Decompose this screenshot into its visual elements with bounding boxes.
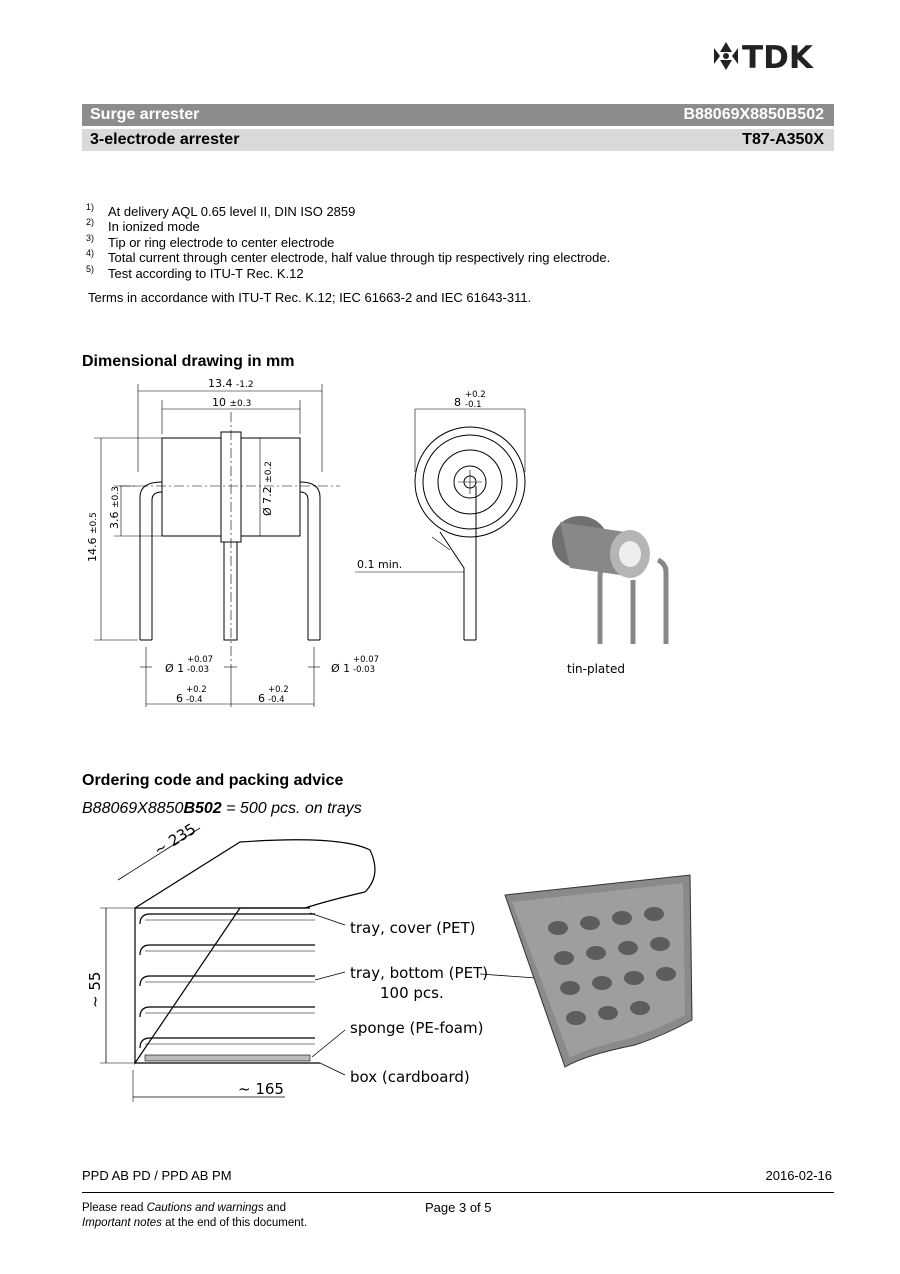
- label-box: box (cardboard): [350, 1068, 470, 1086]
- tdk-logo: [712, 40, 836, 72]
- right-lead: [300, 482, 320, 640]
- box-outline: [135, 840, 375, 1063]
- tol-wire-right-minus: -0.03: [353, 665, 375, 675]
- tdk-wordmark: TDK: [742, 40, 813, 72]
- footer-date: 2016-02-16: [765, 1168, 832, 1183]
- arrester-3d-render: [552, 516, 666, 644]
- tol-side-plus: +0.2: [465, 390, 486, 400]
- left-lead: [140, 482, 162, 640]
- tdk-emblem-icon: [714, 42, 738, 70]
- dimensional-drawing: [80, 372, 680, 712]
- label-tray-bottom: tray, bottom (PET): [350, 964, 489, 982]
- tol-pitch-left-plus: +0.2: [186, 685, 207, 695]
- dim-height: 14.6 ±0.5: [86, 512, 99, 562]
- dimensional-drawing-title: Dimensional drawing in mm: [82, 353, 295, 370]
- dim-box-height: ~ 55: [86, 971, 104, 1008]
- dim-gap-min: 0.1 min.: [357, 558, 403, 571]
- dim-wire-right: Ø 1: [331, 662, 351, 675]
- header-band-product: [82, 104, 834, 126]
- dim-box-width: ~ 165: [238, 1080, 284, 1098]
- dim-wire-left: Ø 1: [165, 662, 185, 675]
- tol-side-minus: -0.1: [465, 400, 482, 410]
- dim-pitch-right: 6: [258, 692, 265, 705]
- dim-body-diameter: Ø 7.2 ±0.2: [261, 460, 274, 516]
- tol-wire-right-plus: +0.07: [353, 655, 380, 665]
- finish-label: tin-plated: [567, 662, 625, 676]
- ordering-title: Ordering code and packing advice: [82, 772, 344, 789]
- center-lead: [224, 542, 237, 640]
- tol-wire-left-minus: -0.03: [187, 665, 209, 675]
- tol-pitch-right-minus: -0.4: [268, 695, 285, 705]
- terms-text: Terms in accordance with ITU-T Rec. K.12; IEC 61663-2 and IEC 61643-311.: [88, 290, 532, 305]
- type-code: T87-A350X: [742, 131, 824, 148]
- label-tray-count: 100 pcs.: [380, 984, 444, 1002]
- dim-pitch-left: 6: [176, 692, 183, 705]
- ordering-code-line: B88069X8850B502 = 500 pcs. on trays: [82, 800, 362, 817]
- header-band-type: [82, 129, 834, 151]
- page-number: Page 3 of 5: [425, 1200, 492, 1215]
- footer-rule: [82, 1192, 834, 1193]
- packing-drawing: [80, 820, 720, 1110]
- dim-overall-length: 13.4 -1.2: [208, 377, 254, 390]
- tol-wire-left-plus: +0.07: [187, 655, 214, 665]
- side-lead: [440, 532, 464, 640]
- dim-side-width: 8: [454, 396, 461, 409]
- footer-department: PPD AB PD / PPD AB PM: [82, 1168, 232, 1183]
- footer-note: Please read Cautions and warnings and Important notes at the end of this document.: [82, 1202, 308, 1229]
- tol-pitch-left-minus: -0.4: [186, 695, 203, 705]
- label-sponge: sponge (PE-foam): [350, 1019, 484, 1037]
- tol-pitch-right-plus: +0.2: [268, 685, 289, 695]
- product-category: Surge arrester: [90, 106, 200, 123]
- tray-render: [505, 875, 692, 1067]
- label-tray-cover: tray, cover (PET): [350, 919, 476, 937]
- dim-body-length: 10 ±0.3: [212, 396, 252, 409]
- sponge-layer: [145, 1055, 310, 1061]
- ordering-code: B88069X8850B502: [683, 106, 824, 123]
- dim-depth: ~ 235: [150, 820, 200, 860]
- product-type: 3-electrode arrester: [90, 131, 240, 148]
- dim-lead-bend: 3.6 ±0.3: [108, 486, 121, 529]
